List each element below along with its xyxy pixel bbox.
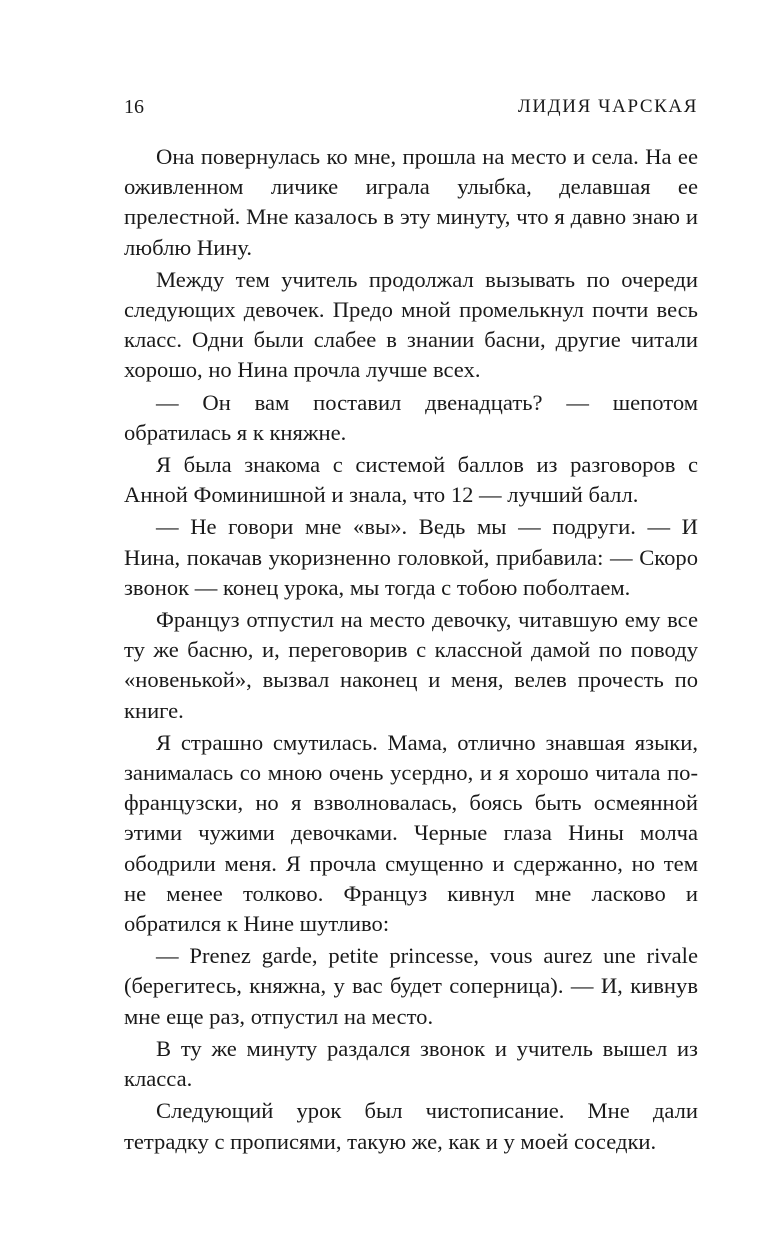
paragraph: Я была знакома с системой баллов из разговоров с Анной Фоминишной и знала, что 12 — лучший балл. [124,452,698,508]
paragraph: — Не говори мне «вы». Ведь мы — подруги. — И Нина, покачав укоризненно головкой, прибавила: — Скоро звонок — конец урока, мы тогда с тобою поболтаем. [124,514,698,600]
page-number: 16 [124,96,144,118]
paragraph: — Он вам поставил двенадцать? — шепотом обратилась я к княжне. [124,389,698,445]
running-head-author: ЛИДИЯ ЧАРСКАЯ [517,96,698,117]
paragraph: Я страшно смутилась. Мама, отлично знавшая языки, занималась со мною очень усердно, и я хорошо читала по-французски, но я взволновалась, боясь быть осмеянной этими чужими девочками. Черные глаза Нины молча ободрили меня. Я прочла смущенно и сдержанно, но тем не менее толково. Француз кивнул мне ласково и обратился к Нине шутливо: [124,729,698,937]
paragraph: Француз отпустил на место девочку, читавшую ему все ту же басню, и, переговорив с классной дамой по поводу «новенькой», вызвал наконец и меня, велев прочесть по книге. [124,607,698,723]
body-text [124,142,698,1159]
paragraph: Между тем учитель продолжал вызывать по очереди следующих девочек. Предо мной промелькнул почти весь класс. Одни были слабее в знании басни, другие читали хорошо, но Нина прочла лучше всех. [124,266,698,383]
paragraph: Следующий урок был чистописание. Мне дали тетрадку с прописями, такую же, как и у моей соседки. [124,1098,698,1154]
paragraph: В ту же минуту раздался звонок и учитель вышел из класса. [124,1035,698,1092]
paragraph: Она повернулась ко мне, прошла на место и села. На ее оживленном личике играла улыбка, делавшая ее прелестной. Мне казалось в эту минуту, что я давно знаю и люблю Нину. [124,144,698,260]
paragraph: — Prenez garde, petite princesse, vous aurez une rivale (берегитесь, княжна, у вас будет соперница). — И, кивнув мне еще раз, отпустил на место. [124,943,698,1029]
page-header [124,92,698,122]
